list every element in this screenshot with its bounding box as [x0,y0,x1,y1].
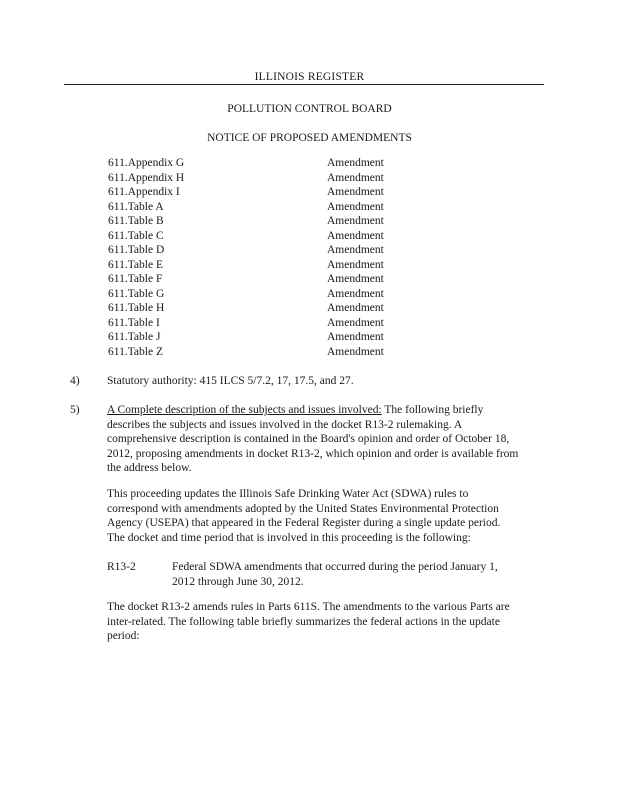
section-action: Amendment [327,287,384,300]
docket-line: Federal SDWA amendments that occurred during the period January 1, [172,561,498,573]
register-title: ILLINOIS REGISTER [254,71,365,83]
docket-description [172,560,542,589]
amends-paragraph [107,600,543,644]
section-name: 611.Table C [108,229,164,242]
section-row [108,171,408,186]
section-action: Amendment [327,229,384,242]
section-row [108,214,408,229]
paragraph-line: correspond with amendments adopted by the United States Environmental Protection [107,502,499,515]
section-name: 611.Table E [108,258,163,271]
section-row [108,330,408,345]
section-action: Amendment [327,215,384,227]
section-row [108,243,408,258]
item-5-heading-tail: The following briefly [381,404,484,416]
section-action: Amendment [327,200,384,213]
section-name: 611.Appendix G [108,157,185,169]
section-name: 611.Appendix I [108,186,180,198]
section-name: 611.Table H [108,302,165,314]
section-row [108,258,408,273]
section-row [108,316,408,331]
section-action: Amendment [327,244,384,256]
section-row [108,287,408,302]
notice-title: NOTICE OF PROPOSED AMENDMENTS [207,132,412,144]
section-name: 611.Appendix H [108,171,185,184]
section-name: 611.Table Z [108,345,163,358]
item-5-line: the address below. [107,462,192,474]
item-4-number: 4) [70,375,80,387]
section-action: Amendment [327,258,384,271]
section-row [108,185,408,200]
section-row [108,156,408,171]
paragraph-line: This proceeding updates the Illinois Safe Drinking Water Act (SDWA) rules to [107,488,469,500]
section-row [108,229,408,244]
section-row [108,301,408,316]
section-row [108,200,408,215]
item-5-line: comprehensive description is contained in the Board's opinion and order of October 18, [107,433,510,445]
section-action: Amendment [327,302,384,314]
section-row [108,272,408,287]
item-5-line: 2012, proposing amendments in docket R13-2, which opinion and order is available from [107,447,519,460]
section-action: Amendment [327,331,384,343]
header-rule [64,84,544,85]
section-name: 611.Table I [108,316,160,329]
section-name: 611.Table J [108,331,161,343]
item-5-line: describes the subjects and issues involved in the docket R13-2 rulemaking. A [107,418,463,431]
section-name: 611.Table B [108,215,164,227]
docket-id: R13-2 [107,561,136,573]
section-row [108,345,408,360]
item-5-body [107,403,543,476]
section-action: Amendment [327,186,384,198]
statutory-authority: Statutory authority: 415 ILCS 5/7.2, 17, 17.5, and 27. [107,375,354,387]
section-name: 611.Table F [108,273,163,285]
section-action: Amendment [327,273,384,285]
paragraph-line: Agency (USEPA) that appeared in the Federal Register during a single update period. [107,517,501,529]
sections-table [108,156,408,359]
paragraph-line: The docket and time period that is involved in this proceeding is the following: [107,531,471,544]
item-5-heading: A Complete description of the subjects and issues involved: [107,404,382,416]
agency-name: POLLUTION CONTROL BOARD [227,103,392,115]
proceeding-paragraph [107,487,543,545]
section-action: Amendment [327,171,384,184]
docket-line: 2012 through June 30, 2012. [172,575,304,588]
paragraph-line: The docket R13-2 amends rules in Parts 611S. The amendments to the various Parts are [107,601,510,613]
item-5-first-line [107,403,543,418]
section-name: 611.Table A [108,200,164,213]
item-5-number: 5) [70,404,80,416]
section-action: Amendment [327,316,384,329]
section-action: Amendment [327,157,384,169]
section-name: 611.Table D [108,244,165,256]
section-name: 611.Table G [108,287,165,300]
paragraph-line: period: [107,630,140,642]
section-action: Amendment [327,345,384,358]
paragraph-line: inter-related. The following table briefly summarizes the federal actions in the update [107,615,500,628]
